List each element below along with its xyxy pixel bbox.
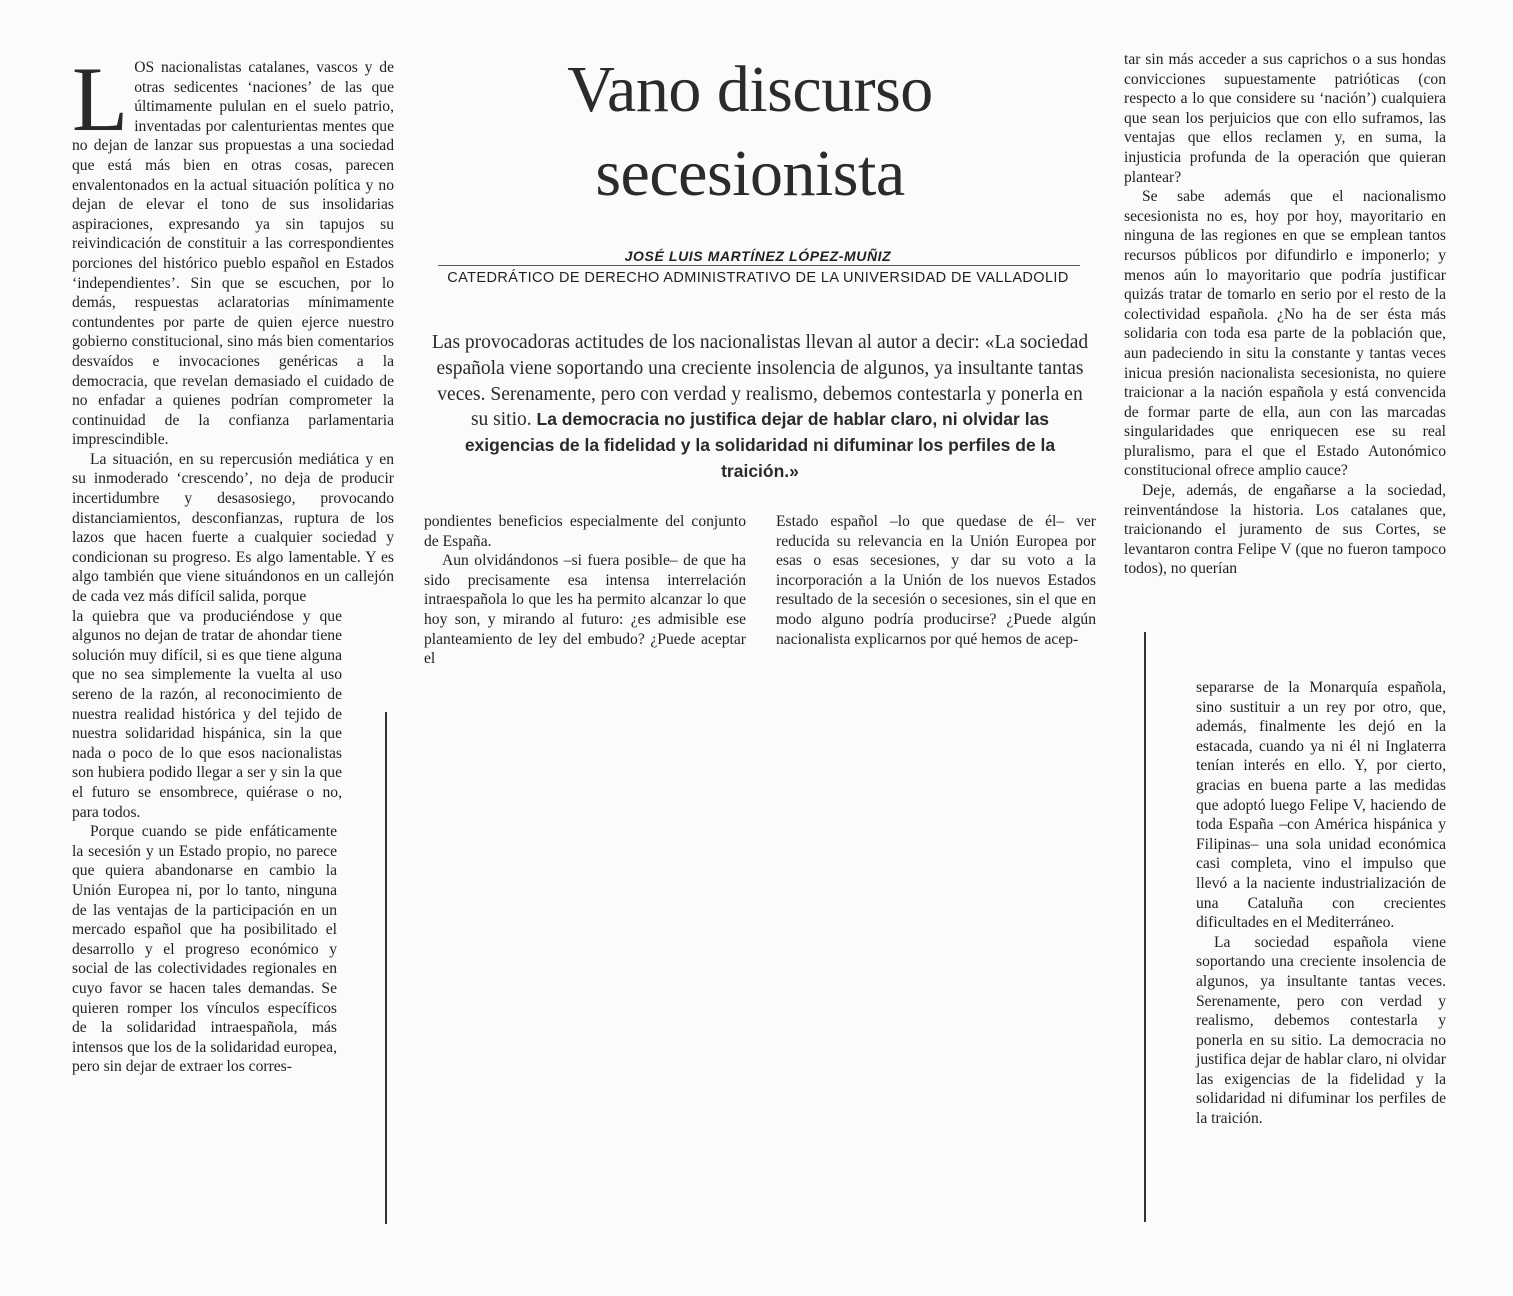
paragraph-continued: tar sin más acceder a sus caprichos o a sus hondas convicciones supuestamente patrióticas (con respecto a lo que considere su ‘nación’) cualquiera que sean los perjuicios que con ello suframos, las ventajas que ellos reclamen y, en suma, la injusticia profunda de la operación que quieran plantear? <box>1124 51 1446 186</box>
paragraph-3: Porque cuando se pide enfáticamente la secesión y un Estado propio, no parece que quiera abandonarse en cambio la Unión Europea ni, por lo tanto, ninguna de las ventajas de la participación en un mercado español que ha posibilitado el desarrollo y el progreso económico y social de las colectividades regionales en cuyo favor se hacen tales demandas. Se quieren romper los vínculos específicos de la solidaridad intraespañola, más intensos que los de la solidaridad europea, pero sin dejar de extraer los corres- <box>72 823 337 1076</box>
lead-bold-text: La democracia no justifica dejar de hablar claro, ni olvidar las exigencias de la fidelidad y la solidaridad ni difuminar los perfiles de la traición.» <box>464 409 1056 481</box>
paragraph-continued: pondientes beneficios especialmente del conjunto de España. <box>424 513 746 550</box>
paragraph: Deje, además, de engañarse a la sociedad, reinventándose la historia. Los catalanes que, traicionando el juramento de sus Cortes, se levantaron contra Felipe V (que no fueron tampoco todos), no querían <box>1124 482 1446 578</box>
title-line-1: Vano discurso <box>567 53 933 126</box>
paragraph-1: OS nacionalistas catalanes, vascos y de otras sedicentes ‘naciones’ de las que últimamente pululan en el suelo patrio, inventadas por calenturientas mentes que no dejan de lanzar sus propuestas a una sociedad que está más bien en otras cosas, parecen envalentonados en la actual situación política y no dejan de elevar el tono de sus insolidarias aspiraciones, expresando ya sin tapujos su reivindicación de constituir a las correspondientes porciones del histórico pueblo español en Estados ‘independientes’. Sin que se escuchen, por lo demás, respuestas aclaratorias mínimamente contundentes por parte de quien ejerce nuestro gobierno constitucional, sino más bien comentarios desvaídos e invocaciones genéricas a la democracia, que revelan demasiado el cuidado de no enfadar a quienes podrían comprometer la continuidad de la confianza parlamentaria imprescindible. <box>72 59 394 449</box>
drop-cap: L <box>72 48 129 150</box>
article-column-2 <box>424 512 746 669</box>
paragraph-continued: Estado español –lo que quedase de él– ver reducida su relevancia en la Unión Europea por esas o esas secesiones, y dar su voto a la incorporación a la Unión de los nuevos Estados resultado de la secesión o secesiones, sin el que en modo alguno podría producirse? ¿Puede algún nacionalista explicarnos por qué hemos de acep- <box>776 513 1096 648</box>
paragraph: Aun olvidándonos –si fuera posible– de que ha sido precisamente esa intensa interrelación intraespañola lo que les ha permito alcanzar lo que hoy son, y mirando al futuro: ¿es admisible ese planteamiento de ley del embudo? ¿Puede aceptar el <box>424 552 746 668</box>
author-affiliation: CATEDRÁTICO DE DERECHO ADMINISTRATIVO DE LA UNIVERSIDAD DE VALLADOLID <box>447 270 1069 286</box>
article-column-3 <box>776 512 1096 649</box>
paragraph-closing: La sociedad española viene soportando una creciente insolencia de algunos, ya insultante tantas veces. Serenamente, pero con verdad y realismo, debemos contestarla y ponerla en su sitio. La democracia no justifica dejar de hablar claro, ni olvidar las exigencias de la fidelidad y la solidaridad ni difuminar los perfiles de la traición. <box>1196 933 1446 1128</box>
paragraph-2: La situación, en su repercusión mediática y en su inmoderado ‘crescendo’, no deja de producir incertidumbre y desasosiego, provocando distanciamientos, desconfianzas, ruptura de los lazos que hacen fuerte a cualquier sociedad y condicionan su progreso. Es algo lamentable. Y es algo también que viene situándonos en un callejón de cada vez más difícil salida, porque <box>72 450 394 606</box>
author-byline: JOSÉ LUIS MARTÍNEZ LÓPEZ-MUÑIZ <box>624 248 892 264</box>
column-rule-left <box>385 712 387 1224</box>
column-rule-right <box>1144 632 1146 1222</box>
lead-summary <box>430 330 1090 485</box>
byline-divider <box>438 265 1080 266</box>
article-column-4 <box>1124 50 1446 1128</box>
paragraph-continued: separarse de la Monarquía española, sino sustituir a un rey por otro, que, además, finalmente les dejó en la estacada, cuando ya ni él ni Inglaterra tenían interés en ello. Y, por cierto, gracias en buena parte a las medidas que adoptó luego Felipe V, haciendo de toda España –con América hispánica y Filipinas– una sola unidad económica casi completa, vino el impulso que llevó a la naciente industrialización de una Cataluña con crecientes dificultades en el Mediterráneo. <box>1196 679 1446 932</box>
column-4-indented-block <box>1196 678 1446 1129</box>
article-title <box>470 48 1030 216</box>
title-line-2: secesionista <box>595 137 905 210</box>
article-column-1 <box>72 48 394 1077</box>
paragraph-2-continued: la quiebra que va produciéndose y que algunos no dejan de tratar de ahondar tiene solución muy difícil, si es que tiene alguna que no sea simplemente la vuelta al uso sereno de la razón, al reconocimiento de nuestra realidad histórica y del tejido de nuestra solidaridad hispánica, sin la que nada o poco de lo que esos nacionalistas son hubiera podido llegar a ser y sin la que el futuro se ensombrece, quiérase o no, para todos. <box>72 607 342 821</box>
lead-plain-text: Las provocadoras actitudes de los nacionalistas llevan al autor a decir: «La sociedad española viene soportando una creciente insolencia de algunos, ya insultante tantas veces. Serenamente, pero con verdad y realismo, debemos contestarla y ponerla en su sitio. <box>431 332 1089 431</box>
paragraph: Se sabe además que el nacionalismo secesionista no es, hoy por hoy, mayoritario en ninguna de las regiones en que se emplean tantos recursos públicos por difundirlo e imponerlo; y menos aún lo mayoritario que podría justificar quizás tratar de tomarlo en serio por el resto de la colectividad española. ¿No ha de ser ésta más solidaria con toda esa parte de la población que, aun padeciendo in situ la constante y tantas veces inicua presión nacionalista secesionista, no quiere traicionar a la nación española y está convencida de formar parte de ella, aun con las marcadas singularidades que enriquecen ese su real pluralismo, para el que el Estado Autonómico constitucional ofrece amplio cauce? <box>1124 188 1446 480</box>
